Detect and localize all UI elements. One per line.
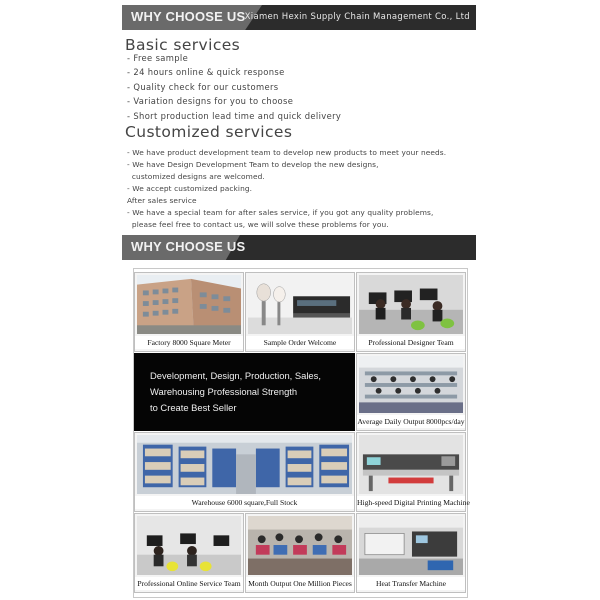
- photo-caption: Heat Transfer Machine: [357, 577, 465, 590]
- month-output-photo-card: [245, 513, 355, 593]
- why-choose-us-title: WHY CHOOSE US: [131, 239, 246, 254]
- list-item: - Variation designs for you to choose: [127, 96, 294, 107]
- warehouse-photo-card: [134, 432, 355, 512]
- service-photo-card: [134, 513, 244, 593]
- photo-caption: High-speed Digital Printing Machine: [357, 498, 470, 507]
- service-team-image: [137, 516, 241, 575]
- list-item: - 24 hours online & quick response: [127, 67, 285, 78]
- photo-caption: Month Output One Million Pieces: [246, 577, 354, 590]
- printing-photo-card: [356, 432, 470, 512]
- sample-room-image: [248, 275, 352, 334]
- sewing-workshop-image: [248, 516, 352, 575]
- designer-team-image: [359, 275, 463, 334]
- designer-photo-card: [356, 272, 466, 352]
- heat-transfer-machine-image: [359, 516, 463, 575]
- printing-machine-image: [359, 435, 463, 494]
- factory-photo-card: [134, 272, 244, 352]
- list-item: - Quality check for our customers: [127, 81, 279, 92]
- header-bar-gallery: [122, 235, 476, 260]
- customized-line: - We have product development team to develop new products to meet your needs.: [127, 148, 447, 157]
- banner-line: to Create Best Seller: [150, 402, 237, 413]
- why-choose-us-title: WHY CHOOSE US: [131, 9, 246, 24]
- photo-caption: Sample Order Welcome: [246, 336, 354, 349]
- basic-services-heading: Basic services: [125, 36, 241, 54]
- production-floor-image: [359, 356, 463, 413]
- customized-services-heading: Customized services: [125, 123, 293, 141]
- customized-line: - We have a special team for after sales service, if you got any quality problems,: [127, 208, 434, 217]
- after-sales-label: After sales service: [127, 196, 197, 205]
- heat-transfer-photo-card: [356, 513, 466, 593]
- customized-line: customized designs are welcomed.: [127, 172, 265, 181]
- list-item: - Free sample: [127, 53, 189, 63]
- company-name: Xiamen Hexin Supply Chain Management Co., Ltd: [244, 12, 470, 22]
- photo-caption: Average Daily Output 8000pcs/day: [357, 417, 465, 426]
- banner-line: Warehousing Professional Strength: [150, 386, 298, 397]
- basic-services-list: [127, 51, 341, 123]
- photo-caption: Factory 8000 Square Meter: [135, 336, 243, 349]
- customized-line: - We have Design Development Team to develop the new designs,: [127, 160, 379, 169]
- customized-line: - We accept customized packing.: [127, 184, 253, 193]
- photo-caption: Warehouse 6000 square,Full Stock: [135, 496, 354, 509]
- company-photo-grid: [134, 269, 470, 597]
- warehouse-image: [137, 435, 352, 494]
- photo-caption: Professional Designer Team: [357, 336, 465, 349]
- photo-caption: Professional Online Service Team: [135, 577, 243, 590]
- customized-line: please feel free to contact us, we will solve these problems for you.: [127, 220, 389, 229]
- header-bar-top: [122, 5, 476, 30]
- list-item: - Short production lead time and quick delivery: [127, 110, 342, 121]
- banner-line: Development, Design, Production, Sales,: [150, 370, 321, 381]
- strength-banner: [134, 353, 355, 431]
- factory-building-image: [137, 275, 241, 334]
- sample-photo-card: [245, 272, 355, 352]
- output-photo-card: [356, 353, 466, 431]
